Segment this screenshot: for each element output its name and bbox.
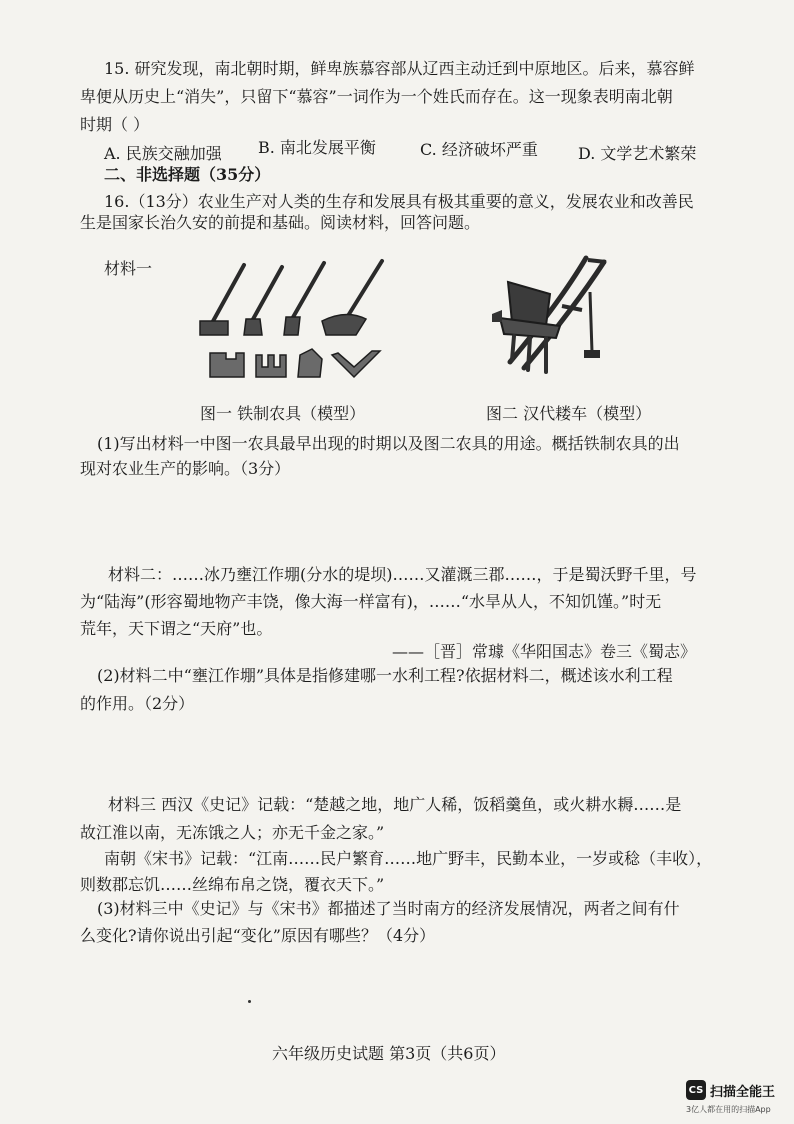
material-1-label: 材料一	[104, 259, 153, 278]
q16-1-line-2: 现对农业生产的影响。（3分）	[80, 459, 291, 478]
material-2-source: ——［晋］常璩《华阳国志》卷三《蜀志》	[392, 642, 697, 661]
material-2-line-3: 荒年，天下谓之“天府”也。	[80, 619, 273, 638]
scanner-name: 扫描全能王	[710, 1084, 776, 1100]
q15-option-d: D. 文学艺术繁荣	[578, 144, 697, 163]
q16-1-line-1: (1)写出材料一中图一农具最早出现的时期以及图二农具的用途。概括铁制农具的出	[97, 434, 680, 453]
q16-3-line-2: 么变化?请你说出引起“变化”原因有哪些？（4分）	[80, 926, 436, 945]
scanner-tagline: 3亿人都在用的扫描App	[686, 1105, 771, 1114]
material-3-line-4: 则数郡忘饥……丝绵布帛之饶，覆衣天下。”	[80, 875, 385, 894]
q16-2-line-2: 的作用。（2分）	[80, 694, 195, 713]
q15-option-b: B. 南北发展平衡	[258, 138, 376, 157]
stray-dot	[248, 1000, 251, 1003]
material-2-line-2: 为“陆海”(形容蜀地物产丰饶，像大海一样富有)，……“水旱从人，不知饥馑。”时无	[80, 592, 662, 611]
q16-intro-2: 生是国家长治久安的前提和基础。阅读材料，回答问题。	[80, 213, 481, 232]
figure-2-caption: 图二 汉代耧车（模型）	[486, 404, 652, 423]
q15-option-c: C. 经济破坏严重	[420, 140, 538, 159]
q16-3-line-1: (3)材料三中《史记》与《宋书》都描述了当时南方的经济发展情况，两者之间有什	[97, 899, 680, 918]
q15-line-3: 时期（ ）	[80, 115, 150, 134]
iron-tools-figure	[196, 255, 392, 385]
cs-logo-icon: CS	[686, 1080, 706, 1100]
material-2-line-1: 材料二：……冰乃壅江作堋(分水的堤坝)……又灌溉三郡……，于是蜀沃野千里，号	[108, 565, 697, 584]
scanner-badge	[686, 1080, 775, 1100]
page-footer: 六年级历史试题 第3页（共6页）	[272, 1044, 506, 1063]
q15-line-2: 卑便从历史上“消失”，只留下“慕容”一词作为一个姓氏而存在。这一现象表明南北朝	[80, 87, 673, 106]
figure-1-caption: 图一 铁制农具（模型）	[200, 404, 366, 423]
material-3-line-3: 南朝《宋书》记载：“江南……民户繁育……地广野丰，民勤本业，一岁或稔（丰收），	[104, 849, 713, 868]
q15-option-a: A. 民族交融加强	[104, 144, 222, 163]
seed-drill-figure	[490, 252, 620, 386]
q16-2-line-1: (2)材料二中“壅江作堋”具体是指修建哪一水利工程?依据材料二，概述该水利工程	[97, 666, 673, 685]
material-3-line-1: 材料三 西汉《史记》记载：“楚越之地，地广人稀，饭稻羹鱼，或火耕水耨……是	[108, 795, 682, 814]
section-title: 二、非选择题（35分）	[104, 165, 271, 184]
material-3-line-2: 故江淮以南，无冻饿之人；亦无千金之家。”	[80, 823, 385, 842]
q15-line-1: 15. 研究发现，南北朝时期，鲜卑族慕容部从辽西主动迁到中原地区。后来，慕容鲜	[104, 59, 695, 78]
q16-intro-1: 16.（13分）农业生产对人类的生存和发展具有极其重要的意义，发展农业和改善民	[104, 192, 694, 211]
